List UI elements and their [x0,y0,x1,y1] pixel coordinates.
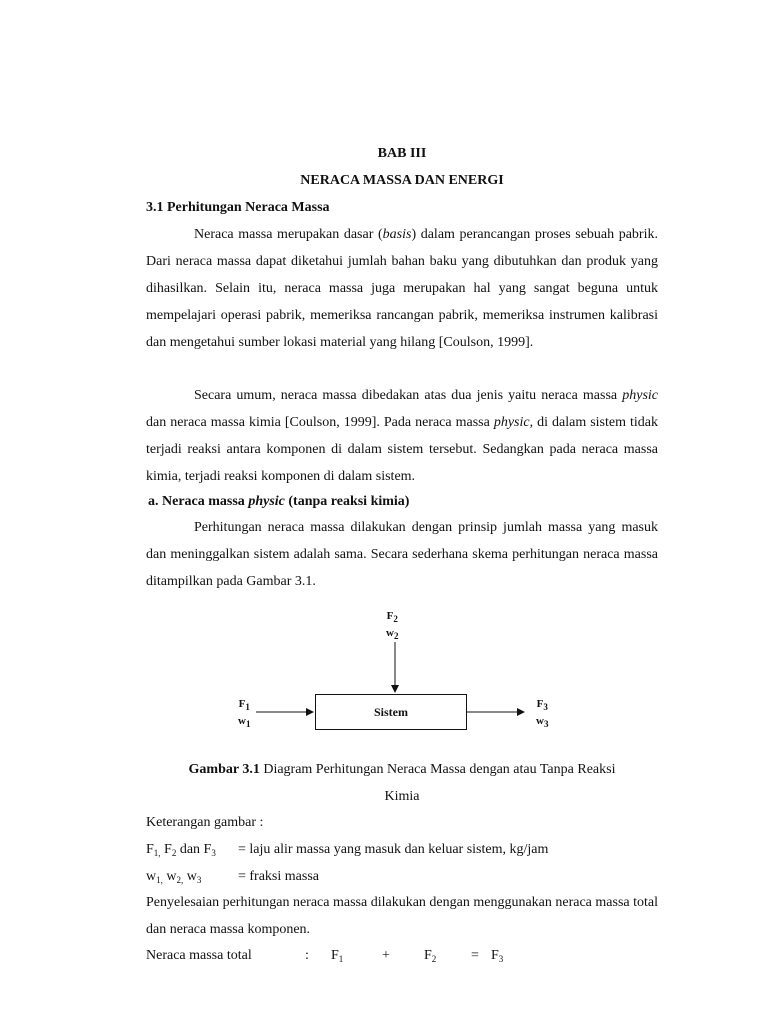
subsection-prefix: a. Neraca massa [148,494,249,509]
equation-f3: $F_3$ [491,948,504,964]
legend-row-2-description: = fraksi massa [238,869,319,884]
paragraph-2-italic-b: physic [493,415,530,430]
legend-title: Keterangan gambar : [146,815,264,830]
label-f2-w2: $F_2$ $w_2$ [386,610,399,641]
paragraph-4: Penyelesaian perhitungan neraca massa dilakukan dengan menggunakan neraca massa total dan neraca massa komponen. [146,895,658,937]
equation-f2: $F_2$ [424,948,437,964]
figure-caption-line-2: Kimia [384,789,420,804]
paragraph-3: Perhitungan neraca massa dilakukan dengan prinsip jumlah massa yang masuk dan meninggalkan sistem adalah sama. Secara sederhana skema perhitungan neraca massa ditampilkan pada Gambar 3.1. [146,520,658,589]
chapter-label: BAB III [377,146,427,161]
label-f3-w3: $F_3$ $w_3$ [536,698,549,729]
system-box: Sistem [315,694,467,730]
paragraph-1-text-b: ) dalam perancangan proses sebuah pabrik. Dari neraca massa dapat diketahui jumlah bahan baku yang dibutuhkan dan produk yang dihasilkan. Selain itu, neraca massa juga merupakan hal yang sangat beguna untuk mempelajari operasi pabrik, memeriksa rancangan pabrik, memeriksa instrumen kalibrasi dan mengetahui sumber lokasi material yang hilang [Coulson, 1999]. [146,227,658,350]
paragraph-1-italic: basis [382,227,412,242]
paragraph-2-text-b: dan neraca massa kimia [Coulson, 1999]. Pada neraca massa [146,415,494,430]
equation-f1: $F_1$ [331,948,344,964]
paragraph-1 [146,221,658,356]
subsection-italic: physic [248,494,285,509]
caption-text: Diagram Perhitungan Neraca Massa dengan atau Tanpa Reaksi [259,762,616,777]
paragraph-1-text-a: Neraca massa merupakan dasar ( [194,227,383,242]
subsection-heading [148,494,409,510]
paragraph-2-text-a: Secara umum, neraca massa dibedakan atas dua jenis yaitu neraca massa [194,388,623,403]
equation-label: Neraca massa total [146,948,252,963]
section-heading: 3.1 Perhitungan Neraca Massa [146,200,330,215]
legend-row-2-symbols: $w_{1,}$ $w_{2,}$ $w_3$ [146,869,202,885]
figure-caption [146,762,658,778]
equation-plus: + [382,948,390,963]
equation-colon: : [305,948,309,963]
chapter-title: NERACA MASSA DAN ENERGI [300,173,504,188]
paragraph-2 [146,382,658,490]
paragraph-2-italic-a: physic [622,388,658,403]
legend-row-1-description: = laju alir massa yang masuk dan keluar sistem, kg/jam [238,842,549,857]
caption-label: Gambar 3.1 [188,762,260,777]
legend-row-1-symbols: $F_{1,}$ $F_2$ dan $F_3$ [146,842,216,858]
equation-equals: = [471,948,479,963]
label-f1-w1: $F_1$ $w_1$ [238,698,251,729]
subsection-suffix: (tanpa reaksi kimia) [284,494,410,509]
paragraph-2-text-c: , di dalam sistem tidak terjadi reaksi antara komponen di dalam sistem tersebut. Sedangkan pada neraca massa kimia, terjadi reaksi komponen di dalam sistem. [146,415,658,484]
